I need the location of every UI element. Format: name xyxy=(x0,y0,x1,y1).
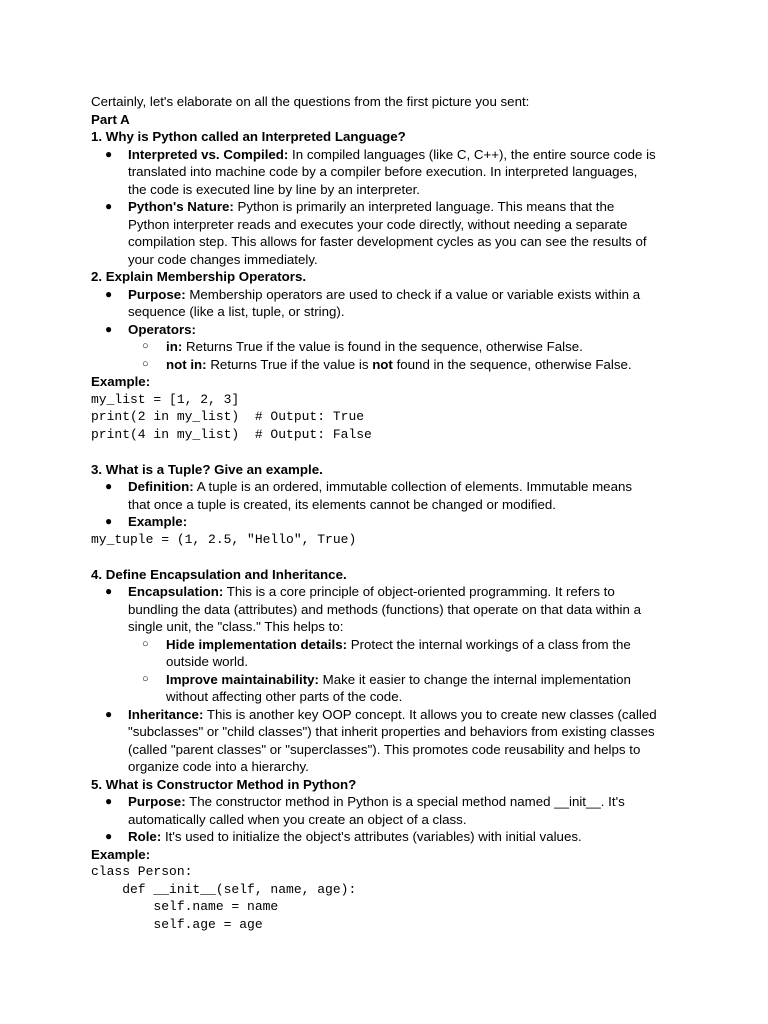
subbullet-text: found in the sequence, otherwise False. xyxy=(392,356,632,372)
bullet-label: Purpose: xyxy=(128,794,186,809)
bullet-dot-icon: ● xyxy=(105,584,113,598)
subbullet-label: in: xyxy=(166,339,183,354)
bullet-dot-icon: ● xyxy=(105,479,113,493)
q2-code-block xyxy=(91,391,691,444)
subbullet-text: Protect the internal workings of a class from the xyxy=(347,636,631,652)
subbullet-text: without affecting other parts of the code. xyxy=(166,689,403,704)
bullet-text: organize code into a hierarchy. xyxy=(128,759,309,774)
q4-heading: 4. Define Encapsulation and Inheritance. xyxy=(91,566,347,582)
q4-bullet-inheritance xyxy=(91,706,691,776)
code-line: def __init__(self, name, age): xyxy=(91,881,357,897)
q5-bullet-role xyxy=(91,828,691,846)
bullet-text: that once a tuple is created, its elements cannot be changed or modified. xyxy=(128,496,556,512)
intro-text: Certainly, let's elaborate on all the questions from the first picture you sent: xyxy=(91,94,530,109)
bullet-text: automatically called when you create an object of a class. xyxy=(128,811,467,827)
bullet-dot-icon: ● xyxy=(105,146,113,161)
bullet-text: bundling the data (attributes) and methods (functions) that operate on that data within a xyxy=(128,601,641,617)
bullet-label: Python's Nature: xyxy=(128,199,234,214)
document-page xyxy=(91,93,691,933)
bullet-text: compilation step. This allows for faster development cycles as you can see the results of xyxy=(128,234,647,249)
circle-bullet-icon: ○ xyxy=(142,637,149,650)
subbullet-text: outside world. xyxy=(166,654,249,669)
bullet-text: Membership operators are used to check if a value or variable exists within a xyxy=(185,286,641,302)
q2-bullet-purpose xyxy=(91,286,691,321)
subbullet-text: Returns True if the value is xyxy=(206,356,373,372)
bullet-text: (called "parent classes" or "superclasses"). This promotes code reusability and helps to xyxy=(128,741,641,757)
bullet-text: Python interpreter reads and executes your code directly, without needing a separate xyxy=(128,216,628,232)
bullet-dot-icon: ● xyxy=(105,199,113,213)
code-line: print(4 in my_list) # Output: False xyxy=(91,426,372,442)
bullet-text: A tuple is an ordered, immutable collection of elements. Immutable means xyxy=(193,479,633,494)
code-line: class Person: xyxy=(91,864,193,879)
bullet-dot-icon: ● xyxy=(105,829,113,843)
bullet-dot-icon: ● xyxy=(105,286,113,301)
q3-bullet-definition xyxy=(91,478,691,513)
bullet-label: Interpreted vs. Compiled: xyxy=(128,146,289,162)
q2-subbullet-in xyxy=(91,338,691,356)
bullet-text: This is another key OOP concept. It allows you to create new classes (called xyxy=(203,706,657,722)
bullet-text: translated into machine code by a compiler before execution. In interpreted languages, xyxy=(128,164,638,179)
bullet-label: Purpose: xyxy=(128,286,186,302)
q1-bullet-interpreted-vs-compiled xyxy=(91,146,691,199)
subbullet-label: Improve maintainability: xyxy=(166,671,319,687)
bullet-label: Role: xyxy=(128,829,162,844)
code-line: self.age = age xyxy=(91,916,263,932)
code-line: self.name = name xyxy=(91,899,279,914)
q1-heading: 1. Why is Python called an Interpreted Language? xyxy=(91,129,406,144)
part-a-heading: Part A xyxy=(91,111,130,127)
circle-bullet-icon: ○ xyxy=(142,357,149,370)
bullet-dot-icon: ● xyxy=(105,514,113,528)
bullet-text: The constructor method in Python is a special method named __init__. It's xyxy=(185,794,625,809)
q3-bullet-example xyxy=(91,513,691,531)
bullet-label: Inheritance: xyxy=(128,706,204,722)
q5-heading: 5. What is Constructor Method in Python? xyxy=(91,776,357,792)
q5-code-block xyxy=(91,863,691,933)
code-line: print(2 in my_list) # Output: True xyxy=(91,409,365,424)
q5-bullet-purpose xyxy=(91,793,691,828)
bullet-text: "subclasses" or "child classes") that inherit properties and behaviors from existing classes xyxy=(128,724,655,739)
q5-example-label: Example: xyxy=(91,846,151,862)
bullet-label: Definition: xyxy=(128,479,194,494)
q4-subbullet-hide-details xyxy=(91,636,691,671)
q2-bullet-operators xyxy=(91,321,691,339)
circle-bullet-icon: ○ xyxy=(142,340,149,352)
q1-bullet-python-nature xyxy=(91,198,691,268)
code-line: my_tuple = (1, 2.5, "Hello", True) xyxy=(91,531,357,547)
q4-bullet-encapsulation xyxy=(91,583,691,636)
bullet-label: Example: xyxy=(128,514,188,529)
bullet-text: It's used to initialize the object's attributes (variables) with initial values. xyxy=(161,829,582,844)
bullet-text: sequence (like a list, tuple, or string). xyxy=(128,304,345,319)
bullet-dot-icon: ● xyxy=(105,794,113,808)
bullet-text: single unit, the "class." This helps to: xyxy=(128,619,344,634)
q2-heading: 2. Explain Membership Operators. xyxy=(91,269,307,284)
q2-subbullet-not-in xyxy=(91,356,691,374)
circle-bullet-icon: ○ xyxy=(142,672,149,685)
subbullet-label: Hide implementation details: xyxy=(166,636,348,652)
q3-heading: 3. What is a Tuple? Give an example. xyxy=(91,461,323,477)
bullet-label: Operators: xyxy=(128,321,196,337)
bullet-dot-icon: ● xyxy=(105,321,113,336)
q3-code-block xyxy=(91,531,691,549)
subbullet-text: Returns True if the value is found in the sequence, otherwise False. xyxy=(182,339,583,354)
q2-example-label: Example: xyxy=(91,374,151,389)
bullet-text: This is a core principle of object-oriented programming. It refers to xyxy=(223,584,615,599)
bullet-text: your code changes immediately. xyxy=(128,251,318,267)
bullet-text: Python is primarily an interpreted language. This means that the xyxy=(233,199,615,214)
bullet-dot-icon: ● xyxy=(105,706,113,721)
bullet-text: the code is executed line by line by an interpreter. xyxy=(128,181,420,197)
subbullet-text: Make it easier to change the internal implementation xyxy=(318,671,631,687)
bullet-text: In compiled languages (like C, C++), the entire source code is xyxy=(288,146,656,162)
emphasis-text: not xyxy=(372,356,393,372)
code-line: my_list = [1, 2, 3] xyxy=(91,391,240,407)
subbullet-label: not in: xyxy=(166,356,207,372)
q4-subbullet-maintainability xyxy=(91,671,691,706)
bullet-label: Encapsulation: xyxy=(128,584,224,599)
